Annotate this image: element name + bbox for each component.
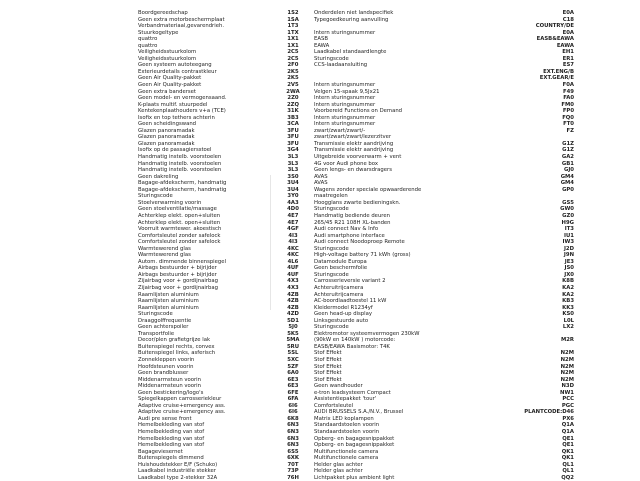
option-description: Standaardstoelen voorin [314,429,380,435]
equipment-code: 5K5 [287,330,299,337]
option-description: Transmissie elektr aandrijving [314,147,394,154]
option-description: Helder glas achter [314,468,363,475]
option-description: Velgen 15-spaak 9,5Jx21 [314,88,380,95]
pr-code: GM4 [560,180,574,187]
pr-code: K8B [562,278,574,285]
option-description: Transmissie elektr aandrijving [314,140,394,147]
equipment-description: Airbags bestuurder + bijrijder [138,265,217,272]
equipment-description: Laadkabel type 2-stekker 32A [138,474,218,481]
option-description: AUDI BRUSSELS S.A./N.V., Brussel [314,409,404,416]
equipment-description: Middenarmsteun voorin [138,376,201,383]
option-description: EASB/EAWA Basismotor: T4K [314,343,390,350]
pr-code: N2M [560,363,574,370]
equipment-description: Veiligheidsstuurkolom [138,49,197,56]
equipment-code: 5J0 [288,324,298,331]
pr-code: JE3 [564,258,574,265]
pr-code: QE1 [562,435,574,442]
pr-code: N2M [560,356,574,363]
equipment-description: Zonnekleppen voorin [138,356,195,363]
equipment-code: 4I3 [288,239,298,246]
pr-code: C18 [562,16,574,23]
equipment-description: Warmtewerend glas [138,245,191,252]
option-description: Geen beschermfolie [314,265,368,272]
equipment-code: 3FU [287,140,299,147]
option-description: Achteruitrijcamera [314,284,364,291]
pr-code: COUNTRY/DE [535,23,574,30]
equipment-description: Draaggolffrequentie [138,317,192,324]
pr-code: FT0 [563,121,574,128]
equipment-code: 4ZD [287,311,299,318]
equipment-code: 2V5 [287,82,299,89]
pr-code: PX6 [562,415,574,422]
equipment-code: 4A3 [287,199,299,206]
equipment-code: 6A0 [287,370,299,377]
pr-code: GJ0 [563,167,574,174]
equipment-code: 1SA [287,16,299,23]
pr-code: QK1 [561,455,574,462]
option-description: Multifunctionele camera [314,448,379,455]
option-description: Intern sturingsnummer [314,29,376,36]
equipment-description: Geen extra motorbeschermplaat [138,16,225,23]
pr-code: GW0 [560,206,574,213]
option-description: AVAS [314,173,328,180]
equipment-code: 6N3 [287,442,299,449]
equipment-description: Hoofdsteunen voorin [138,363,194,370]
option-description: Geen head-up display [314,311,373,318]
option-description: Sturingscode [314,206,349,213]
pr-code: IT3 [564,226,574,233]
pr-code: KA2 [562,284,574,291]
equipment-description: Boordgereedschap [138,10,188,16]
equipment-description: Stoelverwarming voorin [138,199,202,206]
equipment-description: Voorruit warmtewer. akoestisch [138,226,222,233]
option-description: Kleidermodel R1234yf [314,304,373,311]
pr-code: J9N [563,252,574,259]
equipment-description: Raamlijsten aluminium [138,304,199,311]
option-description: Carrosserieversie variant 2 [314,278,386,285]
equipment-description: Achterklep elekt. open+sluiten [138,219,221,226]
equipment-code: 5D1 [287,317,299,324]
pr-code: QE1 [562,442,574,449]
pr-code: EXT.GEAR/E [539,75,574,82]
pr-code: GZ0 [562,212,574,219]
equipment-description: Hemelbekleding van stof [138,435,205,442]
pr-code: G1Z [562,140,574,147]
option-description: (90kW en 140kW ) motorcode: [314,337,396,344]
equipment-description: Warmtewerend glas [138,252,191,259]
option-description: 265/45 R21 108H XL-banden [314,219,391,226]
option-description: Intern sturingsnummer [314,95,376,102]
option-description: Intern sturingsnummer [314,121,376,128]
pr-code: F49 [563,88,574,95]
equipment-code-list [138,10,628,481]
pr-code: JX0 [564,271,574,278]
equipment-code: 6S5 [287,448,299,455]
equipment-description: Zijairbag voor + gordijnairbag [138,278,218,285]
option-description: maatregelen [314,193,348,200]
equipment-code: 6N3 [287,435,299,442]
pr-code: QL1 [562,468,574,475]
pr-code: FZ [566,127,574,134]
pr-code: FM0 [561,101,574,108]
equipment-code: 4KC [287,245,299,252]
pr-code: IW3 [562,239,574,246]
equipment-code: 4L6 [287,258,299,265]
option-description: Multifunctionele camera [314,455,379,462]
equipment-description: Raamlijsten aluminium [138,298,199,305]
equipment-code: 70T [287,461,299,468]
equipment-code: 76H [287,474,299,481]
equipment-code: 2ZQ [286,101,300,108]
equipment-code: 4D0 [287,206,299,213]
pr-code: ES7 [562,62,574,69]
equipment-code: 3G4 [287,147,299,154]
equipment-code: 3B3 [287,114,299,121]
option-description: Opberg- en bagagesnippakket [314,442,395,449]
equipment-description: Decor/plen grafietgrijze lak [138,337,211,344]
pr-code: GP0 [562,186,574,193]
equipment-code: 1X1 [287,36,299,43]
pr-code: N2M [560,376,574,383]
option-description: Handmatig bediende deuren [314,212,390,219]
pr-code: GS5 [562,199,574,206]
option-description: Hoogglans zwarte bedieningskn. [314,199,401,206]
option-description: EASB [314,36,328,43]
equipment-description: Isofix op de passagiersstoel [138,147,212,154]
equipment-description: quattro [138,36,158,43]
equipment-code: 1T3 [287,23,299,30]
pr-code: ER1 [562,55,574,62]
equipment-description: Huishoudstekker E/F (Schuko) [138,461,218,468]
equipment-code: 4ZB [287,291,299,298]
pr-code: KA2 [562,291,574,298]
equipment-code: 6FE [287,389,299,396]
option-description: zwart/zwart/zwart/- [314,127,366,134]
equipment-description: Stuurkogeltype [138,29,179,36]
equipment-description: Middenarmsteun voorin [138,383,201,390]
equipment-code: 31K [287,108,299,115]
equipment-code: 1S2 [287,10,299,16]
pr-code: JS0 [564,265,574,272]
option-description: Intern sturingsnummer [314,101,376,108]
equipment-description: Airbags bestuurder + bijrijder [138,271,217,278]
option-description: Lichtpakket plus ambient light [314,474,395,481]
pr-code: L0L [563,317,574,324]
equipment-code: 6N3 [287,422,299,429]
equipment-description: Sturingscode [138,193,173,200]
equipment-description: Laadkabel industriële stekker [138,468,216,475]
pr-code: GM4 [560,173,574,180]
option-description: Voorbereid Functions on Demand [314,108,403,115]
equipment-description: Geen dakreling [138,173,179,180]
equipment-description: Geen bestickering/logo's [138,389,204,396]
equipment-code: 6E3 [287,376,299,383]
equipment-code: 73P [287,468,299,475]
option-description: Linksgestuurde auto [314,317,369,324]
equipment-code: 5SL [287,350,299,357]
equipment-description: Spiegelkappen carrosseriekleur [138,396,222,403]
pr-code: EH1 [562,49,574,56]
option-description: Standaardstoelen voorin [314,422,380,429]
equipment-description: Bagageviesernet [138,448,183,455]
option-description: Audi connect Noodoproep Remote [314,239,405,246]
equipment-description: Geen Air Quality-pakket [138,82,202,89]
pr-code: FQ0 [562,114,574,121]
option-description: CCS-laadaansluiting [314,62,368,69]
equipment-description: Buitenspiegel links, asferisch [138,350,216,357]
option-description: Sturingscode [314,271,349,278]
equipment-description: Isofix en top tethers achterin [138,114,215,121]
pr-code: QK1 [561,448,574,455]
equipment-description: Adaptive cruise+emergency ass. [138,409,226,416]
option-description: Audi smartphone interface [314,232,385,239]
equipment-description: Buitenspiegels dimmend [138,455,204,462]
equipment-code: 3L3 [287,154,299,161]
equipment-description: Glazen panoramadak [138,140,195,147]
pr-code: QQ2 [561,474,574,481]
option-description: Stof Effekt [314,350,342,357]
equipment-code: 6I6 [288,409,298,416]
equipment-description: Geen model- en vermogensaand. [138,95,227,102]
option-description: Intern sturingsnummer [314,82,376,89]
equipment-description: quattro [138,42,158,49]
option-description: Datamodule Europa [314,258,367,265]
equipment-code: 2K5 [287,68,299,75]
option-description: Laadkabel standaardlengte [314,49,387,56]
equipment-code: 4UF [287,271,299,278]
option-description: Opberg- en bagagesnippakket [314,435,395,442]
equipment-description: Hemelbekleding van stof [138,429,205,435]
option-description: Wagens zonder speciale opwaarderende [314,186,422,193]
equipment-code: 4I3 [288,232,298,239]
equipment-description: Autom. dimmende binnenspiegel [138,258,227,265]
equipment-description: Comfortsleutel zonder safelock [138,239,221,246]
pr-code: N2M [560,350,574,357]
pr-code: EASB&EAWA [536,36,574,43]
equipment-description: Handmatig instelb. voorstoelen [138,160,222,167]
equipment-code: 3Y0 [287,193,299,200]
option-description: AC-boordlaadtoestel 11 kW [314,298,387,305]
pr-code: GA2 [561,154,574,161]
option-description: Assistentiepakket 'tour' [314,396,377,403]
option-description: Sturingscode [314,55,349,62]
equipment-code: 1TX [287,29,299,36]
option-description: Stof Effekt [314,370,342,377]
pr-code: M2R [560,337,574,344]
equipment-description: Zijairbag voor + gordijnairbag [138,284,218,291]
option-description: Stof Effekt [314,376,342,383]
equipment-code: 6XK [287,455,299,462]
equipment-code: 6K8 [287,415,299,422]
pr-code: FP0 [562,108,574,115]
equipment-description: Glazen panoramadak [138,127,195,134]
equipment-code: 3CA [287,121,299,128]
pr-code: Q1A [561,422,574,429]
equipment-code: 6N3 [287,429,299,435]
pr-code: KS0 [562,311,574,318]
pr-code: Q1A [561,429,574,435]
equipment-code: 6I6 [288,402,298,409]
equipment-code: 3U4 [287,180,299,187]
equipment-description: Sturingscode [138,311,173,318]
option-description: Stof Effekt [314,363,342,370]
pr-code: PLANTCODE:D46 [524,409,574,416]
option-description: 4G voor Audi phone box [314,160,378,167]
equipment-code: 2F0 [287,62,299,69]
pr-code: PCC [562,396,574,403]
equipment-code: 2K5 [287,75,299,82]
option-description: e-tron leadsysteem Compact [314,389,391,396]
option-description: Sturingscode [314,324,349,331]
equipment-code: 4ZB [287,304,299,311]
pr-code: KK3 [562,304,574,311]
pr-code: E0A [562,10,574,16]
equipment-code: 2C5 [287,49,299,56]
equipment-code: 3S0 [287,173,299,180]
equipment-code: 3FU [287,127,299,134]
pr-code: E0A [562,29,574,36]
equipment-description: Comfortsleutel zonder safelock [138,232,221,239]
equipment-description: Achterklep elekt. open+sluiten [138,212,221,219]
option-description: Sturingscode [314,245,349,252]
equipment-description: Buitenspiegel rechts, convex [138,343,215,350]
equipment-code: 4X3 [287,278,299,285]
equipment-description: Geen stoelventilatie/massage [138,206,217,213]
equipment-code: 4UF [287,265,299,272]
equipment-description: K-plaats multif. stuurpedel [138,101,208,108]
equipment-code: 6E3 [287,383,299,390]
pr-code: H9G [561,219,574,226]
pr-code: EAWA [556,42,574,49]
equipment-code: 4ZB [287,298,299,305]
option-description: Elektromotor systeemvermogen 230kW [314,330,420,337]
equipment-code: 4E7 [287,212,299,219]
equipment-description: Veiligheidsstuurkolom [138,55,197,62]
option-description: Helder glas achter [314,461,363,468]
equipment-description: Geen extra banderset [138,88,197,95]
equipment-code: 4KC [287,252,299,259]
equipment-code: 4GF [287,226,299,233]
option-description: High-voltage battery 71 kWh (gross) [314,252,411,259]
equipment-code: 3L3 [287,167,299,174]
pr-code: F0A [562,82,574,89]
option-description: Intern sturingsnummer [314,114,376,121]
equipment-description: Handmatig instelb. voorstoelen [138,154,222,161]
list-row [138,475,628,481]
equipment-code: 2C5 [287,55,299,62]
equipment-description: Bagage-afdekscherm, handmatig [138,186,227,193]
equipment-code: 4X3 [287,284,299,291]
equipment-description: Geen scheidingswand [138,121,197,128]
equipment-code: 2WA [286,88,300,95]
equipment-code: 2Z0 [287,95,299,102]
equipment-description: Handmatig instelb. voorstoelen [138,167,222,174]
pr-code: LX2 [562,324,574,331]
equipment-description: Verbandmateriaal,gevarendrieh. [138,23,225,30]
equipment-description: Adaptive cruise+emergency ass. [138,402,226,409]
equipment-description: Geen Air Quality-pakket [138,75,202,82]
pr-code: GB1 [561,160,574,167]
equipment-code: 1X1 [287,42,299,49]
option-description: zwart/zwart/zwart/lezerzitver [314,134,392,141]
equipment-code: 3L3 [287,160,299,167]
pr-code: N2M [560,370,574,377]
equipment-code: 6FA [287,396,299,403]
pr-code: KB3 [562,298,574,305]
equipment-description: Raamlijsten aluminium [138,291,199,298]
pr-code: FA0 [563,95,574,102]
pr-code: PGC [561,402,574,409]
option-description: Typegoedkeuring aanvulling [314,16,389,23]
equipment-description: Transportfolie [138,330,175,337]
option-description: Geen lengs- en dwarsdragers [314,167,392,174]
pr-code: EXT.ENG/B [543,68,574,75]
option-description: Achteruitrijcamera [314,291,364,298]
equipment-description: Hemelbekleding van stof [138,442,205,449]
option-description: Uitgebreide voorverwarm + vent [314,154,402,161]
pr-code: G1Z [562,147,574,154]
option-description: Audi connect Nav & Info [314,226,379,233]
equipment-code: 3FU [287,134,299,141]
equipment-code: 5XC [287,356,299,363]
equipment-description: Glazen panoramadak [138,134,195,141]
equipment-description: Hemelbekleding van stof [138,422,205,429]
option-description: EAWA [314,42,330,49]
equipment-code: 3U4 [287,186,299,193]
equipment-description: Audi pre sense front [138,415,192,422]
pr-code: NW1 [560,389,574,396]
equipment-description: Geen achterspoiler [138,324,189,331]
option-description: Matrix LED koplampen [314,415,374,422]
pr-code: QL1 [562,461,574,468]
option-description: Onderdelen niet landspecifiek [314,10,394,16]
option-description: Stof Effekt [314,356,342,363]
equipment-code: 5MA [286,337,300,344]
equipment-code: 5RU [286,343,300,350]
equipment-description: Exterieurdetails contrastkleur [138,68,217,75]
option-description: Comfortsleutel [314,402,354,409]
equipment-code: 5ZF [287,363,299,370]
pr-code: N3D [561,383,574,390]
equipment-code: 4E7 [287,219,299,226]
equipment-description: Geen brandblusser [138,370,189,377]
option-description: Geen wandhouder [314,383,363,390]
equipment-description: Kentekenplaathouders v+a (TCE) [138,108,226,115]
pr-code: J2D [563,245,574,252]
pr-code: IU1 [564,232,574,239]
option-description: AVAS [314,180,328,187]
equipment-description: Geen systeem autoteegang [138,62,212,69]
equipment-description: Bagage-afdekscherm, handmatig [138,180,227,187]
